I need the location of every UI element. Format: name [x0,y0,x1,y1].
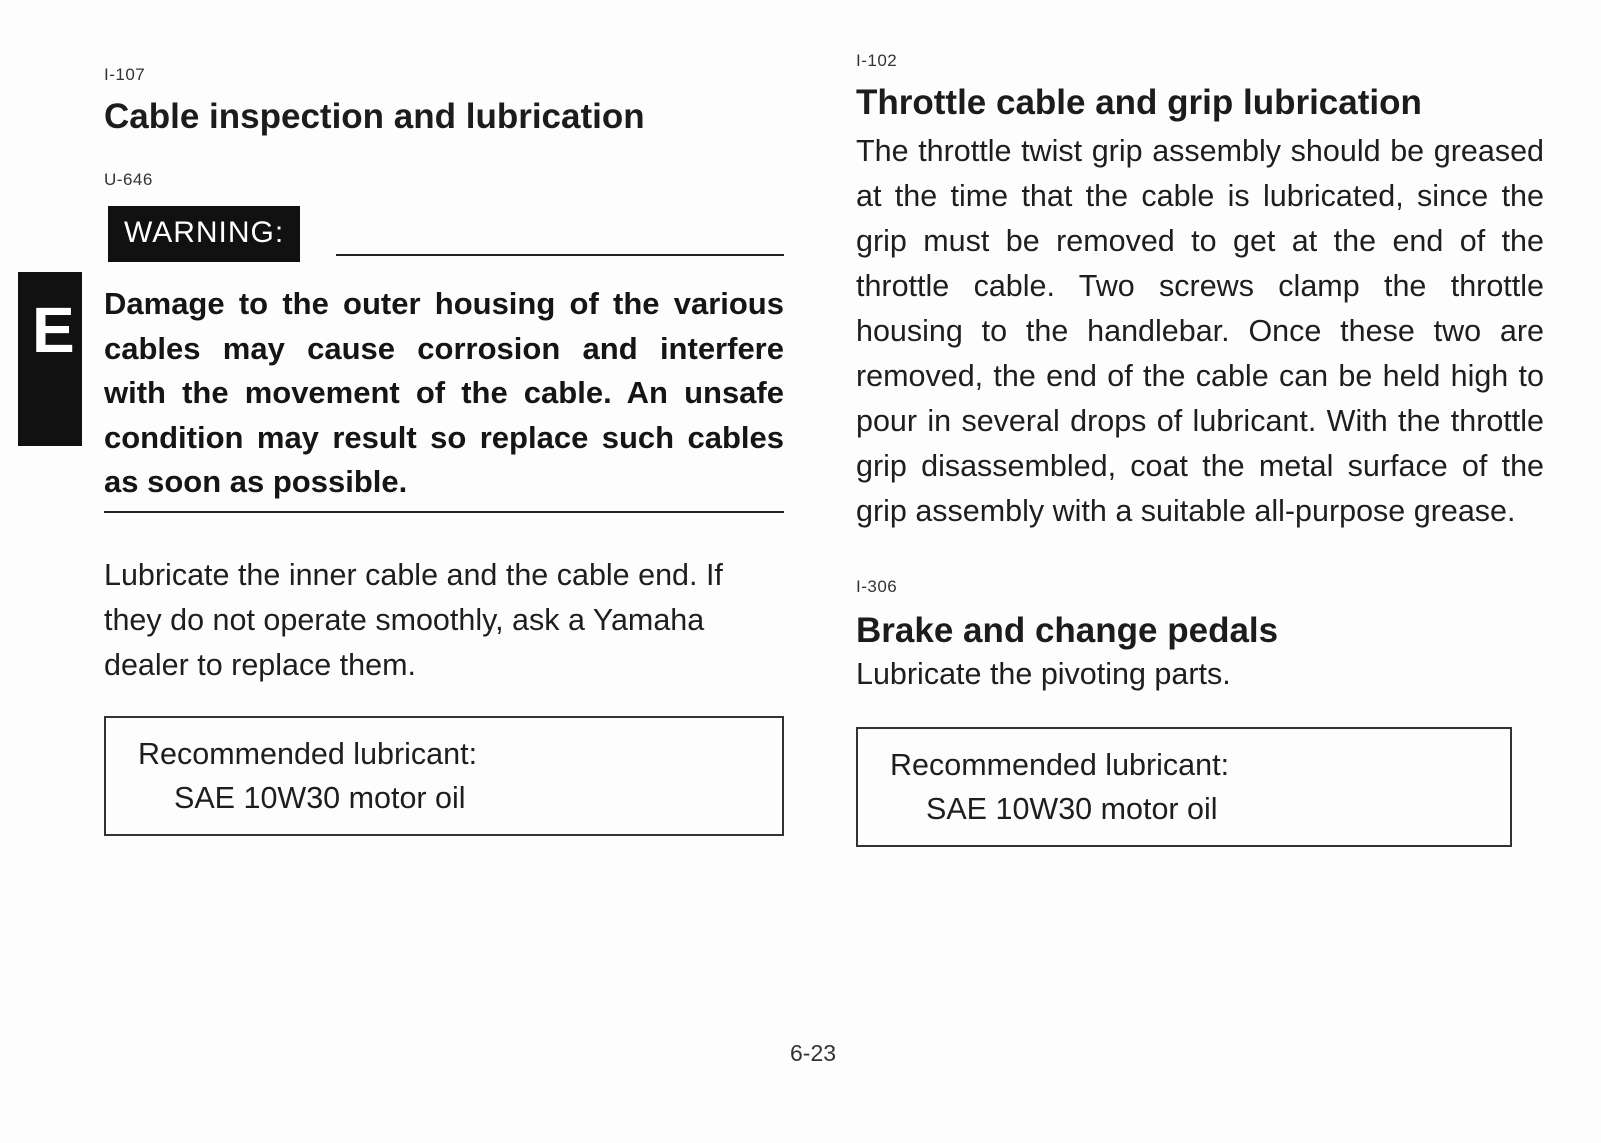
lubricant-label: Recommended lubricant: [138,736,478,771]
warning-code: U-646 [104,170,153,190]
heading-brake-pedals: Brake and change pedals [856,611,1279,651]
lubricant-label: Recommended lubricant: [890,747,1230,782]
cable-lubrication-text: Lubricate the inner cable and the cable end. If they do not operate smoothly, ask a Yamaha dealer to replace them. [104,557,723,682]
pedals-text: Lubricate the pivoting parts. [856,656,1231,691]
warning-rule [336,254,784,256]
lubricant-value: SAE 10W30 motor oil [174,780,466,815]
right-column [856,52,1544,847]
left-column [104,66,784,836]
section-code-throttle: I-102 [856,51,898,70]
lubricant-value: SAE 10W30 motor oil [926,791,1218,826]
heading-cable-inspection: Cable inspection and lubrication [104,97,645,136]
recommended-lubricant-box-right [856,727,1512,847]
page-number: 6-23 [790,1040,837,1066]
warning-bottom-rule [104,511,784,513]
section-tab-e [18,272,82,446]
warning-header [104,206,784,264]
recommended-lubricant-box-left [104,716,784,836]
section-tab-letter: E [32,294,75,366]
heading-throttle-cable: Throttle cable and grip lubrication [856,83,1422,122]
throttle-text: The throttle twist grip assembly should be greased at the time that the cable is lubricated, since the grip must be removed to get at the end of the throttle cable. Two screws clamp the throttle housing to the handlebar. Once these two are removed, the end of the cable can be held high to pour in several drops of lubricant. With the throttle grip disassembled, coat the metal surface of the grip assembly with a suitable all-purpose grease. [856,134,1544,529]
section-code-pedals: I-306 [856,577,898,597]
warning-badge: WARNING: [108,206,300,262]
warning-text: Damage to the outer housing of the various cables may cause corrosion and interfere with the movement of the cable. An unsafe condition may result so replace such cables as soon as possible. [104,286,784,500]
section-code-cable: I-107 [104,65,146,84]
